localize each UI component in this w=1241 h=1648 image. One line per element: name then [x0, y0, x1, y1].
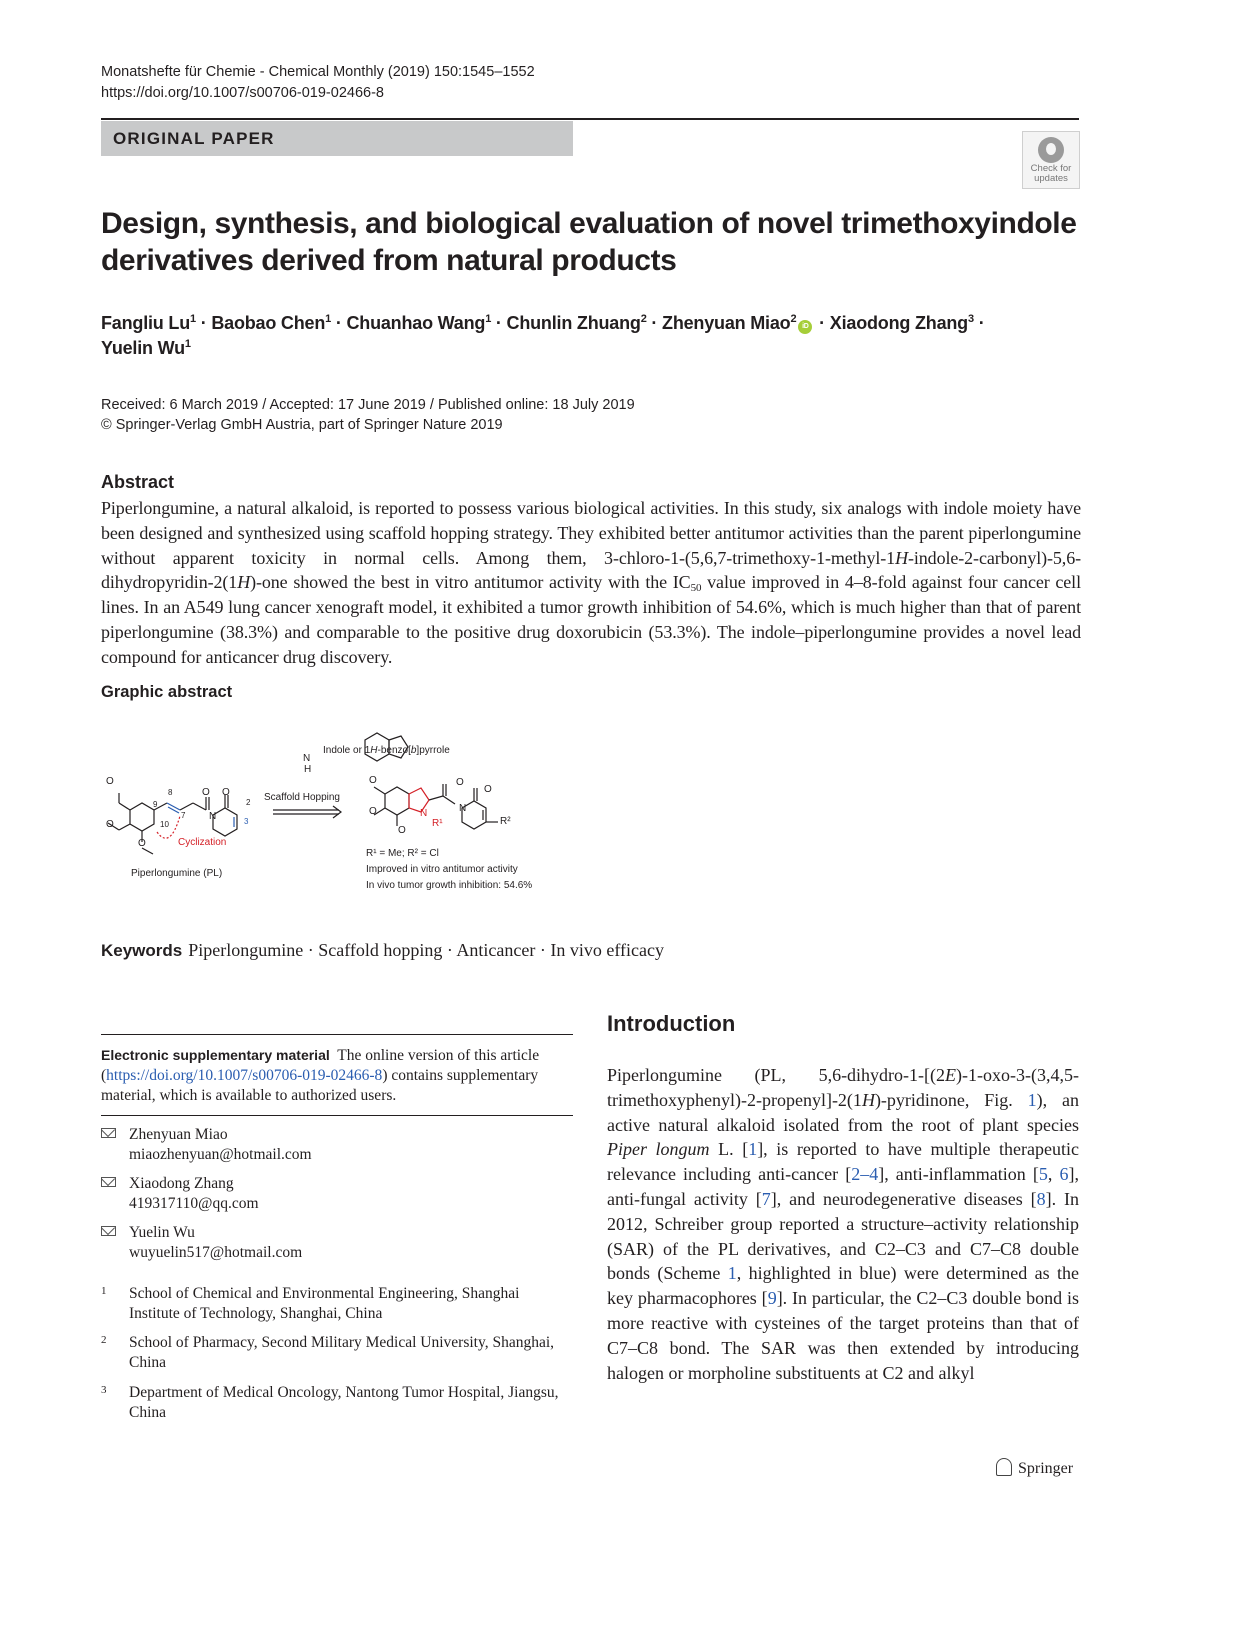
pl-methoxy-oxygen-1: O	[106, 776, 114, 787]
abstract-heading: Abstract	[101, 472, 175, 492]
esm-note: Electronic supplementary material The online version of this article (https://doi.org/10.1007/s00706-019-02466-8) contains supplementary material, which is available to authorized users.	[101, 1047, 540, 1104]
publisher-logo: Springer	[996, 1458, 1073, 1478]
introduction-text: Piperlongumine (PL, 5,6-dihydro-1-[(2E)-1-oxo-3-(3,4,5-trimethoxyphenyl)-2-propenyl]-2(1H)-pyridinone, Fig. 1), an active natural alkaloid isolated from the root of plant species Piper longum L. [1], is reported to have multiple therapeutic relevance including anti-cancer [2–4], anti-inflammation [5, 6], anti-fungal activity [7], and neurodegenerative diseases [8]. In 2012, Schreiber group reported a structure–activity relationship (SAR) of the PL derivatives, and C2–C3 and C7–C8 double bonds (Scheme 1, highlighted in blue) were determined as the key pharmacophores [9]. In particular, the C2–C3 double bond is more reactive with cysteines of the target proteins than that of C7–C8 bond. The SAR was then extended by introducing halogen or morpholine substituents at C2 and alkyl	[607, 1065, 1080, 1383]
product-carbonyl-oxygen: O	[456, 777, 464, 788]
contact-entry: Zhenyuan Miao miaozhenyuan@hotmail.com	[101, 1125, 573, 1165]
introduction-heading: Introduction	[607, 1011, 736, 1036]
author[interactable]: Fangliu Lu$^1$	[101, 313, 196, 333]
author[interactable]: Zhenyuan Miao$^2$iD	[662, 313, 814, 333]
email-link[interactable]: miaozhenyuan@hotmail.com	[129, 1146, 312, 1163]
check-updates-icon	[1038, 137, 1064, 163]
pl-position-9: 9	[153, 800, 158, 809]
springer-horse-icon	[996, 1458, 1012, 1476]
article-title: Design, synthesis, and biological evaluation of novel trimethoxyindole derivatives derived from natural products	[101, 207, 1077, 277]
envelope-icon	[101, 1128, 116, 1138]
envelope-icon	[101, 1226, 116, 1236]
publication-dates	[101, 395, 635, 435]
citation-ref[interactable]: 1	[748, 1139, 758, 1160]
affiliation: 1 School of Chemical and Environmental Engineering, Shanghai Institute of Technology, Shanghai, China	[101, 1285, 520, 1322]
author[interactable]: Baobao Chen$^1$	[211, 313, 332, 333]
journal-line: Monatshefte für Chemie - Chemical Monthly (2019) 150:1545–1552	[101, 64, 535, 80]
result-in-vitro: Improved in vitro antitumor activity	[366, 864, 518, 875]
product-lactam-oxygen: O	[484, 784, 492, 795]
envelope-icon	[101, 1177, 116, 1187]
contact-entry: Yuelin Wu wuyuelin517@hotmail.com	[101, 1223, 573, 1263]
author-list: Fangliu $Lu^1$ · Baobao Chen$^1$ · Chuanhao Wang$^1$ · Chunlin Zhuang$^2$ · Zhenyuan Miao$^2$iD · Xiaodong Zhang$^3$ · Yuelin Wu$^1$	[101, 313, 985, 358]
author[interactable]: Yuelin Wu$^1$	[101, 338, 191, 358]
product-r2-label: R²	[500, 816, 511, 827]
citation-ref[interactable]: 5	[1038, 1164, 1048, 1185]
esm-top-rule	[101, 1034, 573, 1035]
header-rule	[101, 118, 1079, 120]
orcid-icon[interactable]: iD	[798, 320, 812, 334]
product-lactam-nitrogen: N	[459, 803, 467, 814]
indole-nitrogen-label: N	[303, 753, 311, 764]
product-methoxy-oxygen-2: O	[369, 806, 377, 817]
pl-position-2: 2	[246, 798, 251, 807]
pl-methoxy-oxygen-3: O	[138, 838, 146, 849]
affiliation: 2 School of Pharmacy, Second Military Medical University, Shanghai, China	[101, 1334, 555, 1371]
pl-position-3: 3	[244, 817, 249, 826]
substituent-definition: R¹ = Me; R² = Cl	[366, 848, 439, 859]
indole-label: Indole or 1H-benzo[b]pyrrole	[323, 745, 450, 756]
dates-line: Received: 6 March 2019 / Accepted: 17 June 2019 / Published online: 18 July 2019	[101, 397, 635, 413]
result-in-vivo: In vivo tumor growth inhibition: 54.6%	[366, 880, 533, 891]
indole-hydrogen-label: H	[304, 764, 312, 775]
doi-link[interactable]: https://doi.org/10.1007/s00706-019-02466-8	[101, 85, 384, 101]
citation-ref[interactable]: 8	[1036, 1188, 1046, 1209]
pl-position-10: 10	[160, 820, 169, 829]
figure-ref[interactable]: 1	[1027, 1089, 1037, 1110]
check-for-updates-badge[interactable]	[1022, 131, 1080, 189]
esm-bottom-rule	[101, 1115, 573, 1116]
esm-link[interactable]: https://doi.org/10.1007/s00706-019-02466-8	[106, 1067, 383, 1084]
keywords-text: Piperlongumine · Scaffold hopping · Anticancer · In vivo efficacy	[188, 940, 664, 960]
graphic-abstract-heading: Graphic abstract	[101, 683, 233, 701]
section-label: ORIGINAL PAPER	[113, 129, 275, 148]
keywords-label: Keywords	[101, 941, 183, 960]
email-link[interactable]: 419317110@qq.com	[129, 1195, 259, 1212]
citation-ref[interactable]: 9	[767, 1288, 777, 1309]
citation-ref[interactable]: 7	[761, 1188, 771, 1209]
pl-nitrogen: N	[209, 811, 217, 822]
journal-citation	[101, 62, 535, 104]
citation-ref[interactable]: 6	[1059, 1164, 1069, 1185]
piperlongumine-label: Piperlongumine (PL)	[131, 868, 223, 879]
author[interactable]: Chunlin Zhuang$^2$	[506, 313, 647, 333]
esm-label: Electronic supplementary material	[101, 1047, 330, 1063]
pl-lactam-oxygen: O	[222, 787, 230, 798]
product-methoxy-oxygen-3: O	[398, 825, 406, 836]
copyright-line: © Springer-Verlag GmbH Austria, part of Springer Nature 2019	[101, 417, 503, 433]
author[interactable]: Xiaodong Zhang$^3$	[829, 313, 974, 333]
product-methoxy-oxygen-1: O	[369, 775, 377, 786]
keywords	[101, 940, 664, 961]
contact-entry: Xiaodong Zhang 419317110@qq.com	[101, 1174, 573, 1214]
product-indole-nitrogen: N	[420, 808, 428, 819]
pl-position-7: 7	[181, 811, 186, 820]
affiliation: 3 Department of Medical Oncology, Nantong Tumor Hospital, Jiangsu, China	[101, 1384, 559, 1421]
pl-benzene-ring	[130, 803, 154, 831]
author[interactable]: Chuanhao Wang$^1$	[346, 313, 492, 333]
product-r1-label: R¹	[432, 818, 443, 829]
pl-position-8: 8	[168, 788, 173, 797]
citation-ref[interactable]: 2–4	[851, 1164, 879, 1185]
email-link[interactable]: wuyuelin517@hotmail.com	[129, 1244, 303, 1261]
pl-methoxy-oxygen-2: O	[106, 819, 114, 830]
cyclization-label: Cyclization	[178, 837, 227, 848]
abstract-text: Piperlongumine, a natural alkaloid, is reported to possess various biological activities. In this study, six analogs with indole moiety have been designed and synthesized using scaffold hopping strategy. They exhibited better antitumor activities than the parent piperlongumine without apparent toxicity in normal cells. Among them, 3-chloro-1-(5,6,7-trimethoxy-1-methyl-1H-indole-2-carbonyl)-5,6-dihydropyridin-2(1H)-one showed the best in vitro antitumor activity with the $IC_{50}$ value improved in 4–8-fold against four cancer cell lines. In an A549 lung cancer xenograft model, it exhibited a tumor growth inhibition of 54.6%, which is much higher than that of parent piperlongumine (38.3%) and comparable to the positive drug doxorubicin (53.3%). The indole–piperlongumine provides a novel lead compound for anticancer drug discovery.	[101, 498, 1081, 667]
scheme-ref[interactable]: 1	[727, 1263, 737, 1284]
pl-carbonyl-oxygen: O	[202, 787, 210, 798]
scaffold-hopping-label: Scaffold Hopping	[264, 792, 340, 803]
product-benzene-ring	[385, 787, 409, 815]
check-updates-label: Check for updates	[1030, 163, 1072, 184]
